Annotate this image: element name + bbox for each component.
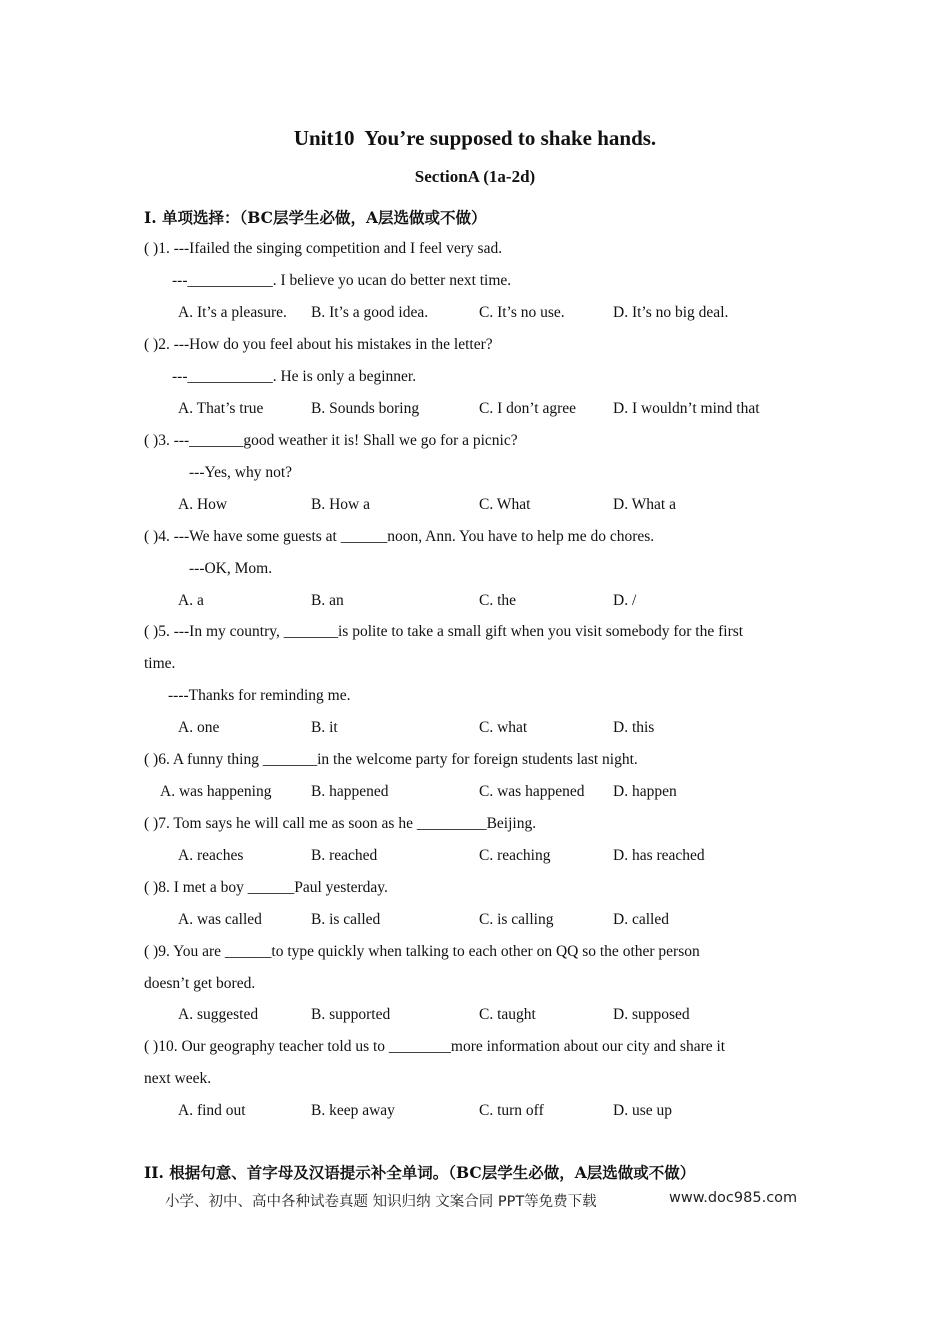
question-10-option-d: D. use up xyxy=(613,1102,672,1119)
question-7-option-d: D. has reached xyxy=(613,847,705,864)
question-9-stem-continued: doesn’t get bored. xyxy=(144,975,256,992)
question-10-option-b: B. keep away xyxy=(311,1102,395,1119)
footer-text: 小学、初中、高中各种试卷真题 知识归纳 文案合同 PPT等免费下载 xyxy=(165,1194,597,1210)
question-5-option-a: A. one xyxy=(178,719,220,736)
question-7-stem: ( )7. Tom says he will call me as soon as he _________Beijing. xyxy=(144,815,537,832)
question-1-stem: ( )1. ---Ifailed the singing competition and I feel very sad. xyxy=(144,240,503,257)
question-1-option-a: A. It’s a pleasure. xyxy=(178,304,287,321)
question-9-stem: ( )9. You are ______to type quickly when talking to each other on QQ so the other person xyxy=(144,943,700,960)
question-2-option-d: D. I wouldn’t mind that xyxy=(613,400,760,417)
question-5-stem: ( )5. ---In my country, _______is polite to take a small gift when you visit somebody for the first xyxy=(144,623,744,640)
question-9-option-a: A. suggested xyxy=(178,1006,259,1023)
section-2-heading: II. 根据句意、首字母及汉语提示补全单词。（BC层学生必做，A层选做或不做） xyxy=(144,1163,696,1182)
question-5-option-d: D. this xyxy=(613,719,655,736)
question-1-option-c: C. It’s no use. xyxy=(479,304,565,321)
question-5-response: ----Thanks for reminding me. xyxy=(168,687,351,704)
question-4-stem: ( )4. ---We have some guests at ______noon, Ann. You have to help me do chores. xyxy=(144,528,655,545)
question-7-option-a: A. reaches xyxy=(178,847,244,864)
question-3-option-b: B. How a xyxy=(311,496,370,513)
question-1-response: ---___________. I believe yo ucan do better next time. xyxy=(172,272,512,289)
question-2-option-a: A. That’s true xyxy=(178,400,264,417)
question-5-option-c: C. what xyxy=(479,719,528,736)
question-5-option-b: B. it xyxy=(311,719,338,736)
question-8-option-c: C. is calling xyxy=(479,911,554,928)
question-8-option-a: A. was called xyxy=(178,911,262,928)
question-2-response: ---___________. He is only a beginner. xyxy=(172,368,417,385)
question-3-option-c: C. What xyxy=(479,496,531,513)
question-2-option-c: C. I don’t agree xyxy=(479,400,576,417)
question-4-option-c: C. the xyxy=(479,592,517,609)
question-9-option-d: D. supposed xyxy=(613,1006,690,1023)
question-10-option-a: A. find out xyxy=(178,1102,246,1119)
question-2-option-b: B. Sounds boring xyxy=(311,400,420,417)
question-4-response: ---OK, Mom. xyxy=(189,560,273,577)
question-10-option-c: C. turn off xyxy=(479,1102,544,1119)
section-1-heading: I. 单项选择：（BC层学生必做，A层选做或不做） xyxy=(144,208,487,227)
question-5-stem-continued: time. xyxy=(144,655,176,672)
question-9-option-b: B. supported xyxy=(311,1006,391,1023)
question-7-option-c: C. reaching xyxy=(479,847,551,864)
question-8-stem: ( )8. I met a boy ______Paul yesterday. xyxy=(144,879,388,896)
question-3-response: ---Yes, why not? xyxy=(189,464,293,481)
question-1-option-b: B. It’s a good idea. xyxy=(311,304,429,321)
question-10-stem: ( )10. Our geography teacher told us to ________more information about our city and share it xyxy=(144,1038,726,1055)
footer-url[interactable]: www.doc985.com xyxy=(669,1190,798,1206)
page-subtitle: SectionA (1a-2d) xyxy=(414,167,536,186)
page-title: Unit10 You’re supposed to shake hands. xyxy=(293,126,657,150)
question-4-option-b: B. an xyxy=(311,592,344,609)
question-8-option-b: B. is called xyxy=(311,911,381,928)
question-4-option-a: A. a xyxy=(178,592,204,609)
question-9-option-c: C. taught xyxy=(479,1006,536,1023)
question-2-stem: ( )2. ---How do you feel about his mistakes in the letter? xyxy=(144,336,493,353)
question-1-option-d: D. It’s no big deal. xyxy=(613,304,729,321)
question-6-option-d: D. happen xyxy=(613,783,677,800)
question-3-option-a: A. How xyxy=(178,496,228,513)
question-7-option-b: B. reached xyxy=(311,847,378,864)
question-3-stem: ( )3. ---_______good weather it is! Shall we go for a picnic? xyxy=(144,432,518,449)
question-8-option-d: D. called xyxy=(613,911,669,928)
question-6-option-c: C. was happened xyxy=(479,783,585,800)
question-3-option-d: D. What a xyxy=(613,496,676,513)
question-6-option-a: A. was happening xyxy=(160,783,272,800)
question-6-stem: ( )6. A funny thing _______in the welcome party for foreign students last night. xyxy=(144,751,638,768)
question-10-stem-continued: next week. xyxy=(144,1070,212,1087)
question-6-option-b: B. happened xyxy=(311,783,389,800)
question-4-option-d: D. / xyxy=(613,592,637,609)
footer xyxy=(165,1190,798,1211)
